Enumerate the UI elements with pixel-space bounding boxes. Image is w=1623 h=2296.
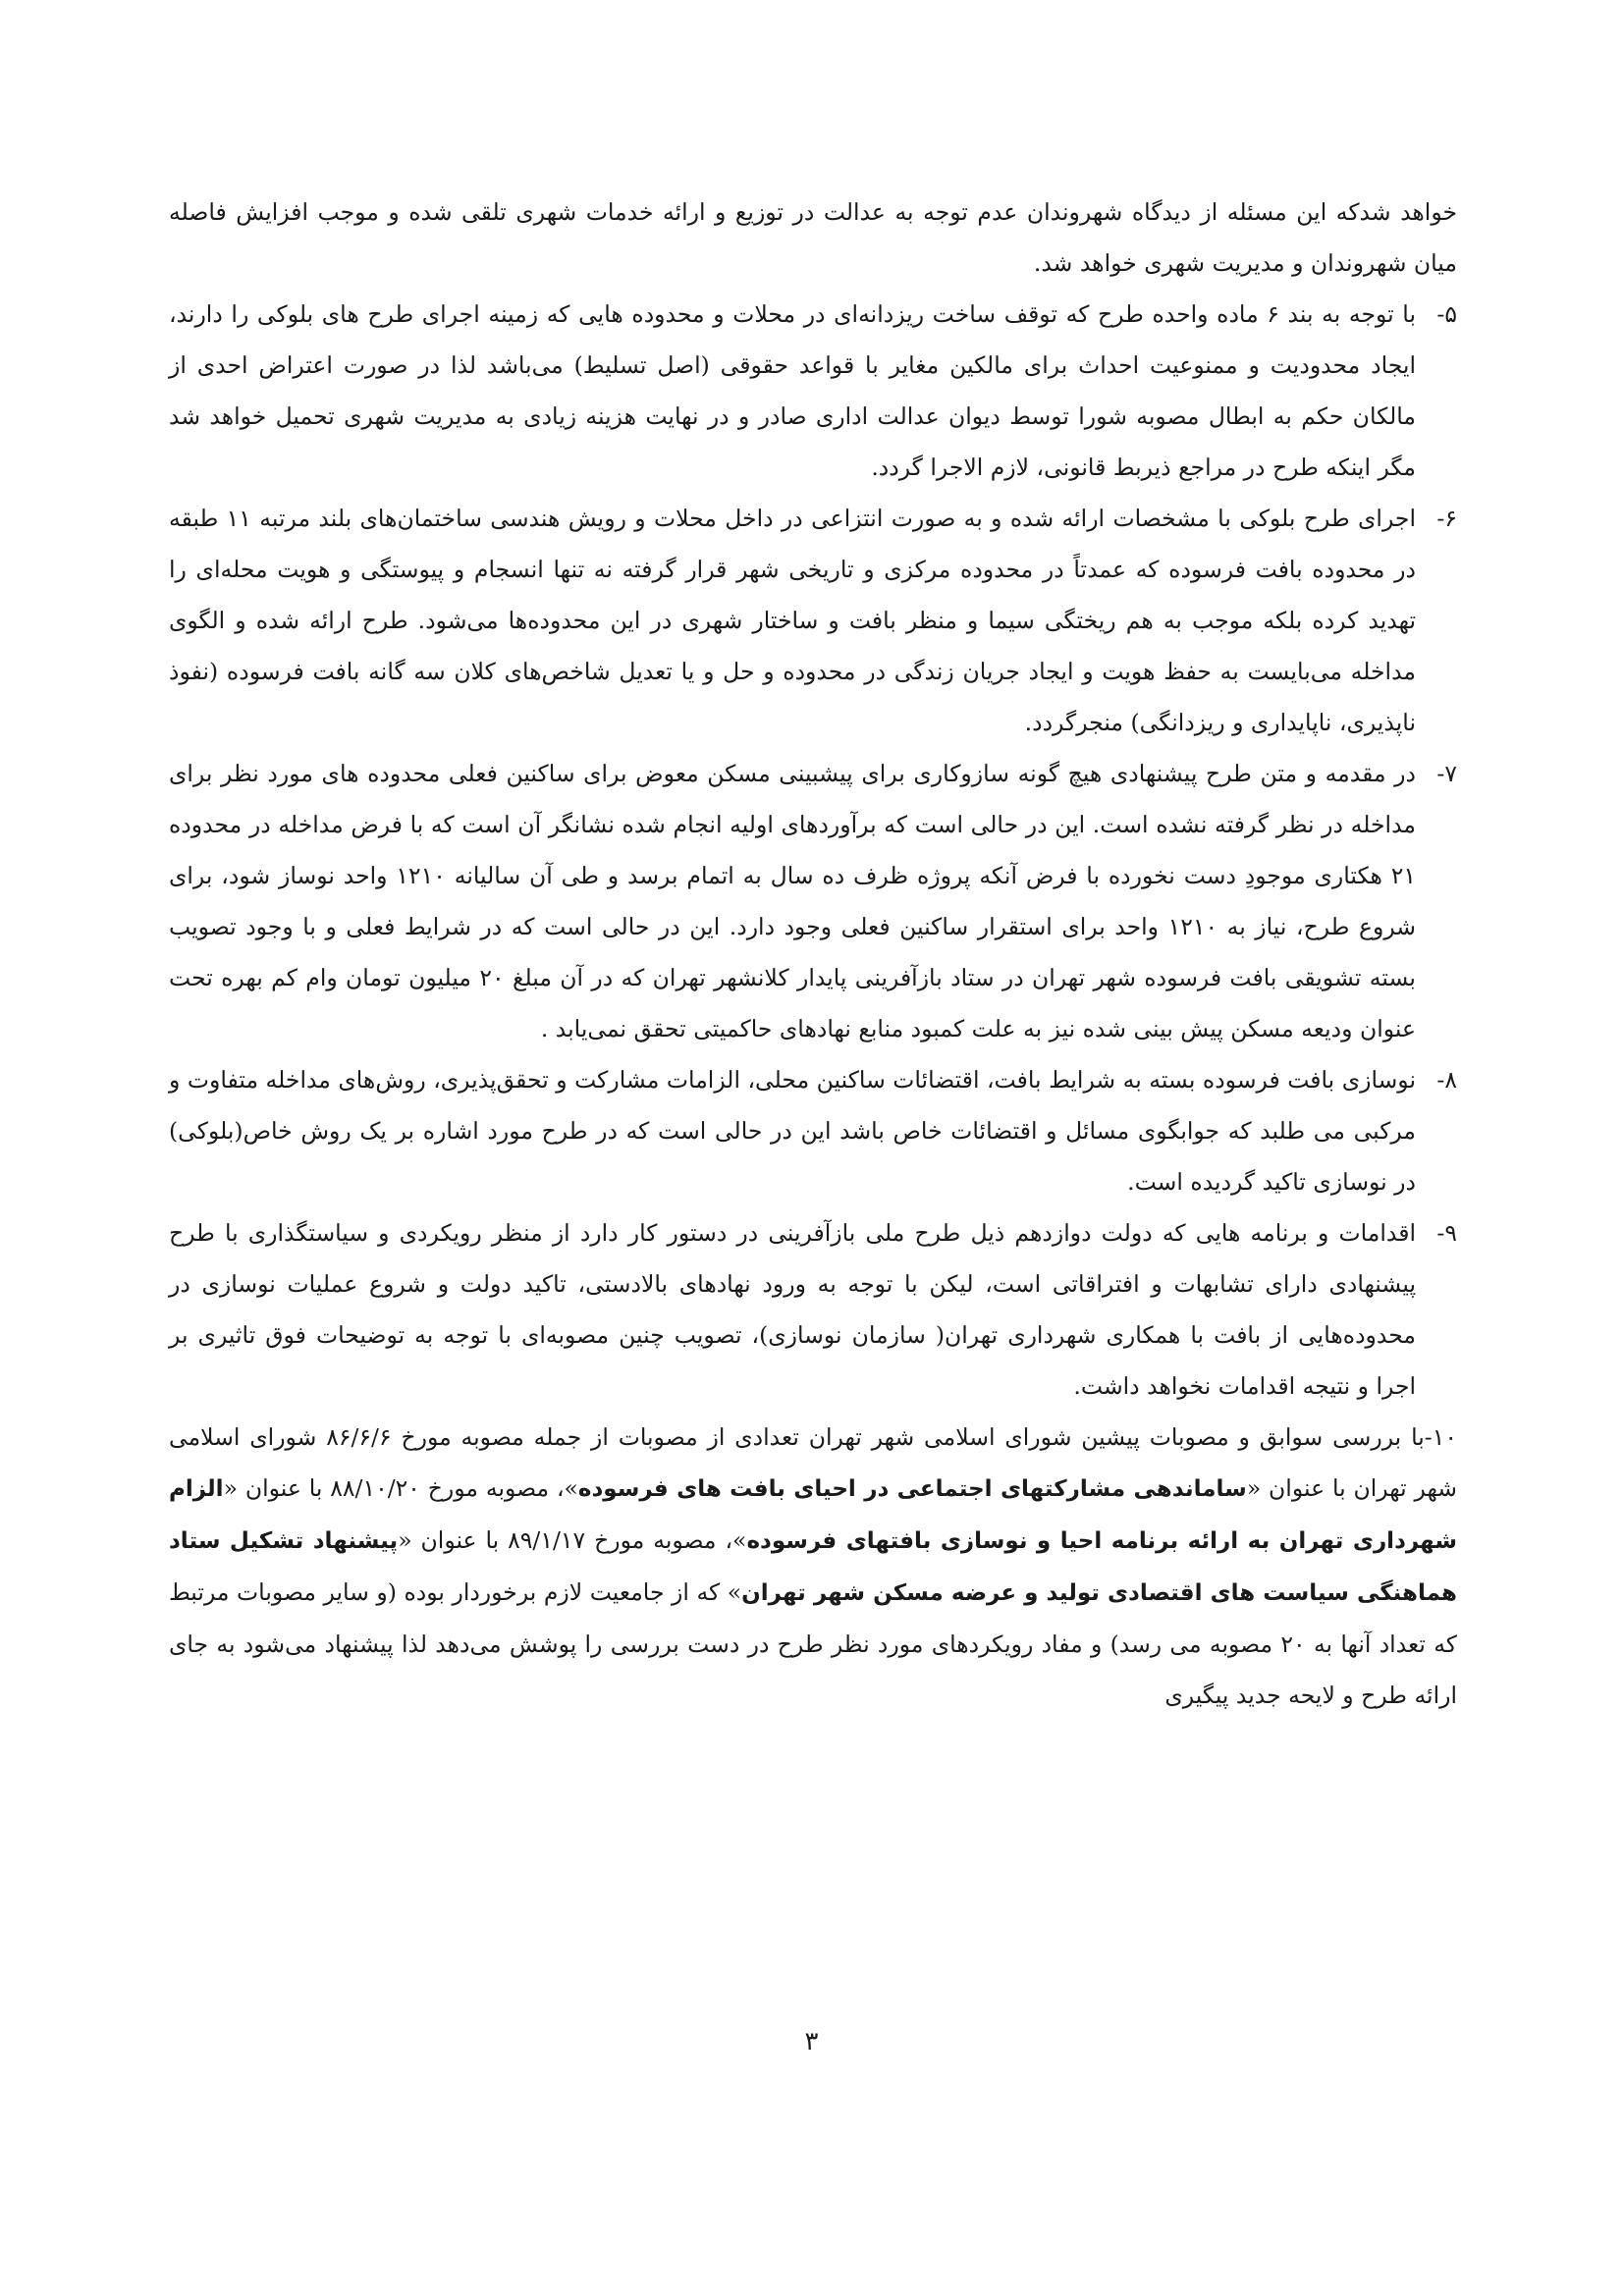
list-item-text: در مقدمه و متن طرح پیشنهادی هیچ گونه سازوکاری برای پیشبینی مسکن معوض برای ساکنین فعلی محدوده های مورد نظر برای مداخله در نظر گرفته نشده است. این در حالی است که برآوردهای اولیه انجام شده نشانگر آن است که با فرض مداخله در محدوده ۲۱ هکتاری موجودِ دست نخورده با فرض آنکه پروژه ظرف ده سال به اتمام برسد و طی آن سالیانه ۱۲۱۰ واحد نوساز شود، برای شروع طرح، نیاز به ۱۲۱۰ واحد برای استقرار ساکنین فعلی وجود دارد. این در حالی است که در شرایط فعلی و با وجود تصویب بسته تشویقی بافت فرسوده شهر تهران در ستاد بازآفرینی پایدار کلانشهر تهران که در آن مبلغ ۲۰ میلیون تومان وام کم بهره تحت عنوان ودیعه مسکن پیش بینی شده نیز به علت کمبود منابع نهادهای حاکمیتی تحقق نمی‌یابد .: [169, 760, 1416, 1042]
list-item-10: [169, 1412, 1457, 1721]
list-item-9: [169, 1207, 1457, 1412]
list-number: ۹-: [1436, 1219, 1457, 1247]
document-body: [169, 187, 1457, 1721]
list-item-text: اجرای طرح بلوکی با مشخصات ارائه شده و به صورت انتزاعی در داخل محلات و رویش هندسی ساختمان‌های بلند مرتبه ۱۱ طبقه در محدوده بافت فرسوده که عمدتاً در محدوده مرکزی و تاریخی شهر قرار گرفته نه تنها انسجام و پیوستگی و هویت محله‌ای را تهدید کرده بلکه موجب به هم ریختگی سیما و منظر بافت و ساختار شهری در این محدوده‌ها می‌شود. طرح ارائه شده و الگوی مداخله می‌بایست به حفظ هویت و ایجاد جریان زندگی در محدوده و حل و یا تعدیل شاخص‌های کلان سه گانه بافت فرسوده (نفوذ ناپذیری، ناپایداری و ریزدانگی) منجرگردد.: [169, 505, 1416, 736]
item10-text-part1: با بررسی سوابق و مصوبات پیشین شورای اسلامی شهر تهران تعدادی از مصوبات از جمله مصوبه مورخ ۸۶/۶/۶ شورای اسلامی شهر تهران با عنوان «: [169, 1423, 1457, 1502]
list-item-6: [169, 493, 1457, 748]
item10-text-part4: » که از جامعیت لازم برخوردار بوده (و سایر مصوبات مرتبط که تعداد آنها به ۲۰ مصوبه می رسد) و مفاد رویکردهای مورد نظر طرح در دست بررسی را پوشش می‌دهد لذا پیشنهاد می‌شود به جای ارائه طرح و لایحه جدید پیگیری: [169, 1578, 1457, 1709]
list-item-7: [169, 748, 1457, 1054]
item10-text-part2: »، مصوبه مورخ ۸۸/۱۰/۲۰ با عنوان «: [223, 1474, 578, 1502]
item10-text-part3: »، مصوبه مورخ ۸۹/۱/۱۷ با عنوان «: [398, 1526, 747, 1554]
list-number: ۷-: [1436, 760, 1457, 787]
list-item-text: با توجه به بند ۶ ماده واحده طرح که توقف ساخت ریزدانه‌ای در محلات و محدوده هایی که زمینه اجرای طرح های بلوکی را دارند، ایجاد محدودیت و ممنوعیت احداث برای مالکین مغایر با قواعد حقوقی (اصل تسلیط) می‌باشد لذا در صورت اعتراض احدی از مالکان حکم به ابطال مصوبه شورا توسط دیوان عدالت اداری صادر و در نهایت هزینه زیادی به مدیریت شهری تحمیل خواهد شد مگر اینکه طرح در مراجع ذیربط قانونی، لازم الاجرا گردد.: [169, 300, 1416, 481]
list-number: ۱۰-: [1424, 1423, 1457, 1451]
page-number: ۳: [804, 2027, 819, 2056]
intro-paragraph: خواهد شدکه این مسئله از دیدگاه شهروندان عدم توجه به عدالت در توزیع و ارائه خدمات شهری تلقی شده و موجب افزایش فاصله میان شهروندان و مدیریت شهری خواهد شد.: [169, 198, 1457, 277]
list-item-5: [169, 289, 1457, 493]
list-number: ۸-: [1436, 1066, 1457, 1094]
list-item-text: اقدامات و برنامه هایی که دولت دوازدهم ذیل طرح ملی بازآفرینی در دستور کار دارد از منظر رویکردی و سیاستگذاری با طرح پیشنهادی دارای تشابهات و افتراقاتی است، لیکن با توجه به ورود نهادهای بالادستی، تاکید دولت و شروع عملیات نوسازی در محدوده‌هایی از بافت با همکاری شهرداری تهران( سازمان نوسازی)، تصویب چنین مصوبه‌ای با توجه به توضیحات فوق تاثیری بر اجرا و نتیجه اقدامات نخواهد داشت.: [169, 1219, 1416, 1400]
list-item-8: [169, 1054, 1457, 1207]
list-number: ۵-: [1436, 300, 1457, 328]
resolution-title-1: ساماندهی مشارکتهای اجتماعی در احیای بافت های فرسوده: [577, 1476, 1247, 1502]
resolution-title-2: الزام شهرداری تهران به ارائه برنامه احیا و نوسازی بافتهای فرسوده: [169, 1476, 1457, 1554]
list-item-text: نوسازی بافت فرسوده بسته به شرایط بافت، اقتضائات ساکنین محلی، الزامات مشارکت و تحقق‌پذیری، روش‌های مداخله متفاوت و مرکبی می طلبد که جوابگوی مسائل و اقتضائات خاص باشد این در حالی است که در طرح مورد اشاره بر یک روش خاص(بلوکی) در نوسازی تاکید گردیده است.: [169, 1066, 1416, 1196]
resolution-title-3: پیشنهاد تشکیل ستاد هماهنگی سیاست های اقتصادی تولید و عرضه مسکن شهر تهران: [169, 1528, 1457, 1606]
list-number: ۶-: [1436, 505, 1457, 532]
